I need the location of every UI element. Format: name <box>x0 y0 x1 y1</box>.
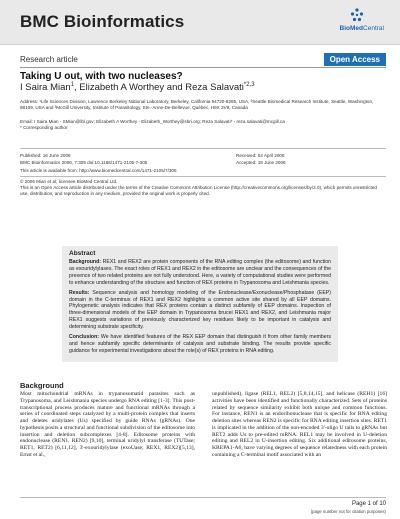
abstract-box <box>62 246 338 362</box>
article-url[interactable]: This article is available from: http://www.biomedcentral.com/1471-2105/7/305 <box>20 168 177 173</box>
divider <box>20 67 386 68</box>
abstract-conclusion: Conclusion: We have identified features of the REX EEP domain that distinguish it from other family members and hence subfamily specific determinants of catalysis and substrate binding. The results provide specific guidance for experimental investigations about the role(s) of REX proteins in RNA editing. <box>69 334 331 354</box>
author-list: I Saira Mian$^1$, Elizabeth A Worthey and Reza Salavati$^{*2,3}$ <box>20 82 255 94</box>
copyright: © 2006 Mian et al; licensee BioMed Central Ltd. <box>20 179 118 184</box>
open-access-badge: Open Access <box>324 53 386 66</box>
abstract-heading: Abstract <box>69 250 96 257</box>
article-title: Taking U out, with two nucleases? <box>20 71 183 82</box>
article-type: Research article <box>20 55 78 64</box>
citation: BMC Bioinformatics 2006, 7:305 doi:10.1186/1471-2105-7-305 <box>20 160 148 165</box>
divider <box>20 497 386 498</box>
abstract-background: Background: REX1 and REX2 are protein components of the RNA editing complex (the editosome) and function as exouridylylases. The exact roles of REX1 and REX2 in the editosome are unclear and the consequences of the presence of two related proteins are not fully understood. Here, a variety of computational studies were performed to enhance understanding of the structure and function of REX proteins in Trypanosoma and Leishmania species. <box>69 259 331 286</box>
accepted-date: Accepted: 16 June 2006 <box>236 160 286 165</box>
received-date: Received: 04 April 2006 <box>236 153 285 158</box>
background-heading: Background <box>20 381 64 390</box>
page-number: Page 1 of 10 <box>351 501 386 507</box>
journal-title: BMC Bioinformatics <box>20 12 185 31</box>
logo-wordmark: BioMedCentral <box>339 25 384 32</box>
corresponding-author-note: * Corresponding author <box>20 125 68 130</box>
page-note: (page number not for citation purposes) <box>310 509 386 514</box>
body-column-right: unpublished), ligase (REL1, REL2) [5,8,14,15], and helicase (REH1) [16] activities have been identified and functionally characterized. Sets of proteins related by sequence similarity exhibit both unique and common functions. For instance, REN1 is an endoribonuclease that is specific for RNA editing deletion sites whereas REN2 is specific for RNA editing insertion sites. RET1 is implicated in the addition of the non-encoded 3'-oligo U tails to gRNAs but RET2 adds Us to pre-edited mRNA. REL1 may be involved in U-deletion editing and REL2 in U-insertion editing. Six additional editosome proteins, KREPA1-A6, have varying degrees of sequence relatedness with each protein containing a C-terminal motif associated with an <box>212 391 387 458</box>
biomed-central-logo <box>328 8 384 38</box>
divider <box>20 148 386 149</box>
divider <box>20 176 386 177</box>
author-addresses: Address: ¹Life Sciences Division, Lawrence Berkeley National Laboratory, Berkeley, California 94720-8265, USA, ²Seattle Biomedical Research Institute, Seattle, Washington, 98109, USA and ³McGill University, Institute of Parasitology, Ste.-Anne-De-Bellevue, Québec, H9X 3V9, Canada <box>20 99 374 110</box>
body-column-left: Most mitochondrial mRNAs in trypanosomatid parasites such as Trypanosoma, and Leishmania species undergo RNA editing [1-3]. This post-transcriptional process produces mature and functional mRNAs through a series of coordinated steps catalyzed by a multi-protein complex that inserts and deletes uridylates (Us) specified by guide RNAs (gRNAs). One hypothesis posits a structural and functional subdivision of the editosome into insertion and deletion subcomplexes [4-8]. Editosome proteins with endonuclease (REN1, REN2) [9,10], terminal uridylyl transferase (TUTase; RET1, RET2) [6,11,12], 3'-exouridylylase (exoUase; REX1, REX2)[5,13], Ernst et al., <box>20 391 195 458</box>
journal-header <box>0 0 400 45</box>
abstract-results: Results: Sequence analysis and homology modeling of the Endonuclease/Exonuclease/Phosphatase (EEP) domain in the C-terminus of REX1 and REX2 highlights a common active site shared by all EEP domains. Phylogenetic analysis indicates that REX proteins contain a distinct subfamily of EEP domains. Inspection of three-dimensional models of the EEP domain in Trypanosoma brucei REX1 and REX2, and Leishmania major REX1 suggests variations of previously characterized key residues likely to be important in catalysis and determining substrate specificity. <box>69 289 331 331</box>
published-date: Published: 16 June 2006 <box>20 153 71 158</box>
logo-dots-icon <box>350 8 364 22</box>
license-text: This is an Open Access article distributed under the terms of the Creative Commons Attribution License (http://creativecommons.org/licenses/by/2.0), which permits unrestricted use, distribution, and reproduction in any medium, provided the original work is properly cited. <box>20 185 377 196</box>
author-emails: Email: I Saira Mian - SMian@lbl.gov; Elizabeth A Worthey - Elizabeth_Worthey@sbri.org; Reza Salavati* - reza.salavati@mcgill.ca <box>20 119 285 124</box>
